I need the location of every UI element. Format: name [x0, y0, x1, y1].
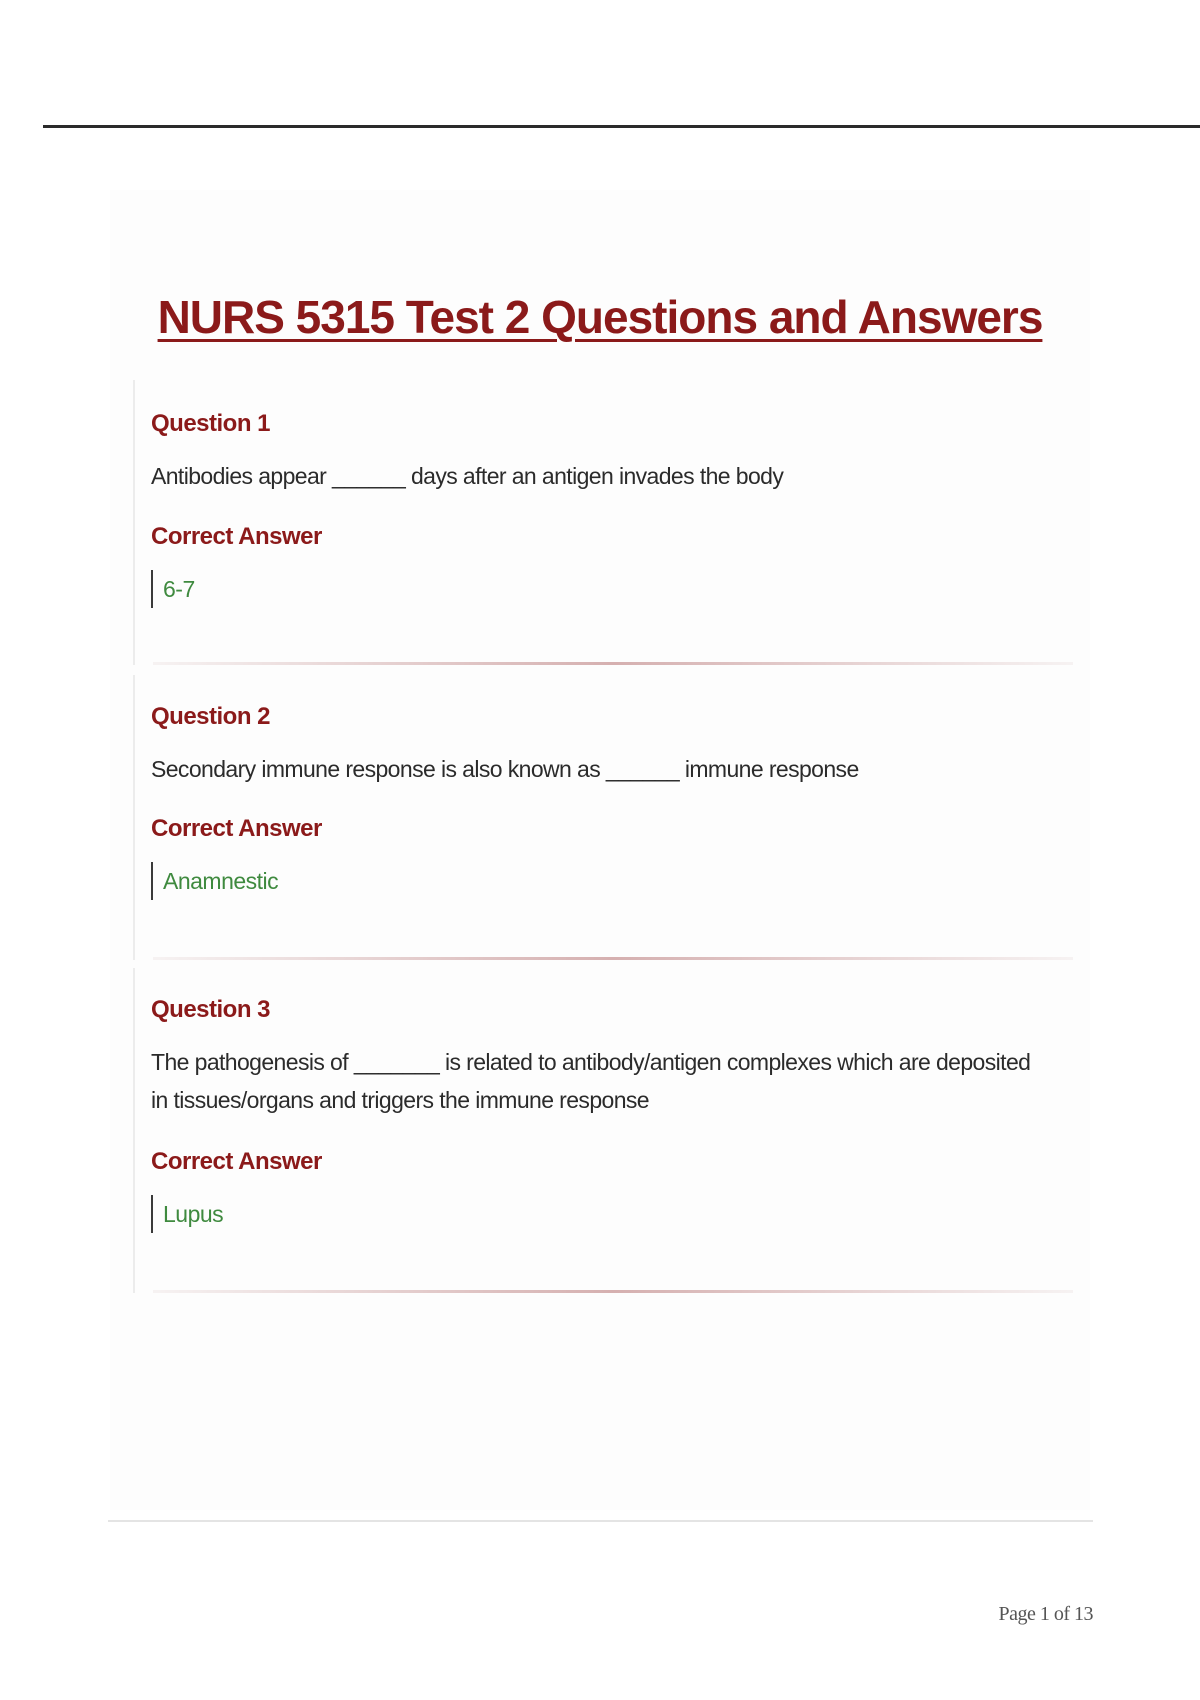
question-text: The pathogenesis of _______ is related to antibody/antigen complexes which are deposited in tissues/organs and triggers the immune response	[151, 1049, 1031, 1113]
document-title: NURS 5315 Test 2 Questions and Answers	[157, 291, 1043, 343]
correct-answer-value: Lupus	[151, 1195, 223, 1233]
question-label: Question 2	[151, 703, 271, 730]
question-card-2	[133, 675, 1063, 960]
correct-answer-label: Correct Answer	[151, 1148, 322, 1175]
correct-answer-value: Anamnestic	[151, 862, 278, 900]
question-text: Antibodies appear ______ days after an antigen invades the body	[151, 463, 784, 489]
question-card-1	[133, 380, 1063, 665]
question-label: Question 3	[151, 996, 271, 1023]
question-card-3	[133, 968, 1063, 1293]
question-label: Question 1	[151, 410, 271, 437]
correct-answer-label: Correct Answer	[151, 523, 322, 550]
header-rule	[43, 125, 1200, 128]
question-text: Secondary immune response is also known as ______ immune response	[151, 756, 859, 782]
correct-answer-value: 6-7	[151, 570, 195, 608]
correct-answer-label: Correct Answer	[151, 815, 322, 842]
footer-rule	[108, 1520, 1093, 1522]
page-number: Page 1 of 13	[998, 1603, 1093, 1625]
